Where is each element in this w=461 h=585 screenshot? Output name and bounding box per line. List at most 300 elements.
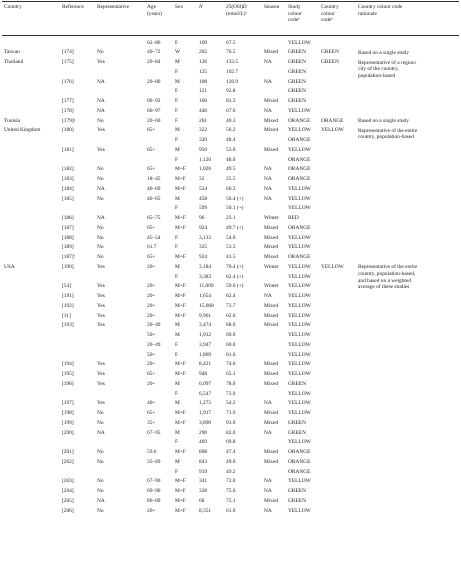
cell-ref: [182]	[62, 166, 74, 173]
cell-sex: M+F	[175, 283, 186, 290]
table-row	[0, 370, 461, 380]
rationale-text: Based on a single study	[358, 49, 409, 56]
cell-sex: M	[175, 380, 180, 387]
cell-season: NA	[264, 107, 272, 114]
cell-sex: M+F	[175, 215, 186, 221]
cell-n: 3,184	[199, 263, 212, 270]
table-row	[0, 39, 461, 49]
cell-n: 808	[199, 449, 208, 455]
cell-country: United Kingdom	[4, 127, 41, 134]
cell-ref: [206]	[62, 507, 74, 514]
cell-rep: No	[97, 224, 104, 231]
cell-val: 92.8	[226, 88, 236, 95]
cell-sex: F	[175, 234, 178, 241]
rationale-text: country, population-based,	[358, 270, 416, 277]
cell-val: 61.0	[226, 351, 236, 358]
cell-study: YELLOW	[288, 361, 311, 368]
cell-n: 68	[199, 497, 205, 504]
cell-n: 8,351	[199, 507, 212, 514]
cell-sex: W	[175, 49, 181, 56]
cell-ccol: GREEN	[321, 49, 339, 56]
cell-ref: [205]	[62, 497, 74, 504]
cell-ref: [175]	[62, 59, 74, 65]
cell-rep: Yes	[97, 322, 105, 329]
cell-n: 8,421	[199, 361, 212, 368]
cell-rep: Yes	[97, 371, 105, 377]
cell-ref: [177]	[62, 98, 74, 104]
cell-study: YELLOW	[288, 127, 311, 134]
cell-val: 48.4	[226, 137, 236, 143]
cell-val: 75.0	[226, 488, 236, 494]
cell-val: 40.3	[226, 117, 236, 124]
cell-n: 121	[199, 88, 208, 95]
cell-study: YELLOW	[288, 390, 311, 397]
cell-season: Mixed	[264, 361, 279, 368]
cell-val: 56.2	[226, 127, 236, 134]
cell-age: 60–97	[147, 107, 161, 114]
cell-season: NA	[264, 195, 272, 202]
cell-study: YELLOW	[288, 478, 311, 485]
table-row	[0, 243, 461, 253]
cell-season: NA	[264, 78, 272, 85]
cell-age: 40–72	[147, 49, 161, 56]
header-rationale: Country colour code rationale	[358, 4, 403, 17]
cell-age: 65+	[147, 371, 156, 377]
table-row	[0, 175, 461, 185]
cell-sex: F	[175, 117, 178, 124]
cell-season: Mixed	[264, 244, 279, 251]
cell-n: 3,383	[199, 273, 212, 280]
cell-ref: [191]	[62, 293, 74, 299]
cell-n: 1,912	[199, 332, 212, 338]
cell-rep: NA	[97, 107, 105, 114]
cell-age: 67–90	[147, 478, 161, 485]
cell-season: Mixed	[264, 49, 279, 56]
cell-season: Mixed	[264, 322, 279, 329]
cell-rep: Yes	[97, 361, 105, 368]
table-row	[0, 185, 461, 195]
cell-season: Mixed	[264, 497, 279, 504]
cell-study: RED	[288, 215, 299, 221]
cell-season: Mixed	[264, 419, 279, 426]
cell-age: 61.7	[147, 244, 157, 251]
cell-sex: M	[175, 59, 180, 65]
cell-sex: F	[175, 341, 178, 348]
table-row	[0, 390, 461, 400]
cell-season: Mixed	[264, 449, 279, 455]
cell-age: 65+	[147, 146, 156, 153]
cell-ref: [197]	[62, 400, 74, 407]
cell-val: 54.0	[226, 234, 236, 241]
cell-season: NA	[264, 400, 272, 407]
cell-season: Mixed	[264, 224, 279, 231]
cell-ref: [183]	[62, 176, 74, 182]
cell-study: ORANGE	[288, 176, 311, 182]
table-row	[0, 224, 461, 234]
cell-val: 126.9	[226, 78, 239, 85]
table-row	[0, 321, 461, 331]
cell-age: 65+	[147, 224, 156, 231]
cell-val: 62.4 (+)	[226, 273, 244, 280]
cell-sex: M+F	[175, 478, 186, 485]
cell-study: YELLOW	[288, 400, 311, 407]
cell-n: 1,654	[199, 293, 212, 299]
cell-ref: [179]ᵍ	[62, 117, 76, 124]
cell-val: 59.6 (+)	[226, 283, 244, 290]
cell-season: NA	[264, 166, 272, 173]
cell-study: ORANGE	[288, 156, 311, 163]
cell-age: 20+	[147, 263, 156, 270]
cell-sex: M	[175, 332, 180, 338]
cell-study: YELLOW	[288, 39, 311, 46]
cell-study: ORANGE	[288, 449, 311, 455]
cell-n: 109	[199, 39, 208, 46]
table-row	[0, 438, 461, 448]
cell-val: 49.5	[226, 166, 236, 173]
cell-val: 61.0	[226, 507, 236, 514]
cell-n: 924	[199, 224, 208, 231]
table-row	[0, 360, 461, 370]
rationale-text: city of the country,	[358, 66, 399, 73]
cell-val: 49.7 (+)	[226, 224, 244, 231]
cell-age: 62–86	[147, 39, 161, 46]
cell-season: NA	[264, 478, 272, 485]
table-row	[0, 477, 461, 487]
cell-study: YELLOW	[288, 351, 311, 358]
cell-season: NA	[264, 59, 272, 65]
cell-rep: No	[97, 419, 104, 426]
cell-age: 35+	[147, 419, 156, 426]
cell-sex: F	[175, 351, 178, 358]
cell-n: 125	[199, 68, 208, 75]
cell-study: ORANGE	[288, 166, 311, 173]
cell-age: 65+	[147, 166, 156, 173]
cell-val: 54.2	[226, 400, 236, 407]
cell-sex: M	[175, 146, 180, 153]
table-row	[0, 458, 461, 468]
cell-study: YELLOW	[288, 107, 311, 114]
cell-sex: F	[175, 156, 178, 163]
cell-n: 3,890	[199, 419, 212, 426]
cell-study: ORANGE	[288, 117, 311, 124]
cell-age: 50+	[147, 351, 156, 358]
cell-n: 1,869	[199, 351, 212, 358]
cell-study: YELLOW	[288, 146, 311, 153]
cell-rep: No	[97, 254, 104, 260]
cell-n: 458	[199, 195, 208, 202]
rationale-text: population-based	[358, 72, 396, 79]
cell-val: 53.0	[226, 146, 236, 153]
cell-val: 65.1	[226, 371, 236, 377]
cell-sex: F	[175, 68, 178, 75]
cell-val: 102.7	[226, 68, 239, 75]
cell-n: 32	[199, 176, 205, 182]
cell-n: 341	[199, 478, 208, 485]
cell-val: 69.8	[226, 439, 236, 446]
cell-age: 65+	[147, 127, 156, 134]
cell-study: ORANGE	[288, 254, 311, 260]
table-row	[0, 448, 461, 458]
table-row	[0, 195, 461, 205]
cell-study: YELLOW	[288, 234, 311, 241]
cell-season: Mixed	[264, 254, 279, 260]
cell-val: 23.1	[226, 215, 236, 221]
cell-ref: [188]	[62, 234, 74, 241]
cell-rep: Yes	[97, 263, 105, 270]
header-sex: Sex	[175, 4, 184, 10]
cell-ref: [174]	[62, 49, 74, 56]
cell-age: 35–89	[147, 458, 161, 465]
cell-rep: NA	[97, 78, 105, 85]
cell-ccol: YELLOW	[321, 263, 344, 270]
cell-season: Mixed	[264, 371, 279, 377]
cell-study: YELLOW	[288, 507, 311, 514]
cell-season: Mixed	[264, 312, 279, 319]
table-row	[0, 409, 461, 419]
cell-study: YELLOW	[288, 322, 311, 329]
cell-season: Mixed	[264, 302, 279, 309]
cell-sex: F	[175, 273, 178, 280]
cell-season: NA	[264, 488, 272, 494]
cell-n: 96	[199, 215, 205, 221]
table-row	[0, 429, 461, 439]
cell-study: YELLOW	[288, 332, 311, 338]
cell-n: 524	[199, 185, 208, 192]
cell-val: 73.7	[226, 302, 236, 309]
cell-sex: M+F	[175, 185, 186, 192]
cell-study: YELLOW	[288, 371, 311, 377]
cell-ccol: YELLOW	[321, 127, 344, 134]
rationale-text: average of these studies	[358, 284, 410, 291]
cell-val: 69.0	[226, 332, 236, 338]
cell-age: 20+	[147, 380, 156, 387]
cell-study: YELLOW	[288, 341, 311, 348]
header-country: Country	[4, 4, 22, 10]
cell-sex: F	[175, 137, 178, 143]
cell-val: 71.9	[226, 410, 236, 416]
cell-season: Mixed	[264, 410, 279, 416]
cell-ref: [192]	[62, 302, 74, 309]
cell-study: YELLOW	[288, 244, 311, 251]
cell-val: 75.1	[226, 497, 236, 504]
cell-sex: M	[175, 78, 180, 85]
cell-season: Mixed	[264, 146, 279, 153]
cell-n: 108	[199, 78, 208, 85]
cell-age: 40+	[147, 400, 156, 407]
cell-sex: F	[175, 390, 178, 397]
cell-study: YELLOW	[288, 312, 311, 319]
cell-val: 93.0	[226, 419, 236, 426]
cell-rep: Yes	[97, 400, 105, 407]
header-study-colour-code: Study colour codeᵇ	[288, 4, 302, 24]
cell-rep: No	[97, 478, 104, 485]
rationale-text: Representative of the entire	[358, 264, 418, 271]
cell-sex: M+F	[175, 410, 186, 416]
table-row	[0, 204, 461, 214]
cell-n: 1,026	[199, 166, 212, 173]
cell-rep: Yes	[97, 380, 105, 387]
cell-n: 1,273	[199, 400, 212, 407]
cell-rep: NA	[97, 497, 105, 504]
cell-rep: No	[97, 507, 104, 514]
cell-study: GREEN	[288, 429, 306, 436]
cell-study: GREEN	[288, 497, 306, 504]
cell-sex: M	[175, 127, 180, 134]
cell-val: 56.4 (+)	[226, 195, 244, 202]
cell-season: Mixed	[264, 458, 279, 465]
cell-season: NA	[264, 176, 272, 182]
cell-age: 20–84	[147, 59, 161, 65]
cell-age: 20+	[147, 293, 156, 299]
cell-n: 15,068	[199, 302, 214, 309]
cell-val: 47.4	[226, 449, 236, 455]
cell-season: Mixed	[264, 127, 279, 134]
cell-n: 446	[199, 107, 208, 114]
cell-rep: Yes	[97, 146, 105, 153]
cell-sex: M+F	[175, 488, 186, 494]
cell-n: 1,917	[199, 410, 212, 416]
cell-study: YELLOW	[288, 205, 311, 212]
cell-sex: F	[175, 98, 178, 104]
cell-sex: M	[175, 195, 180, 202]
table-row	[0, 341, 461, 351]
cell-val: 49.0	[226, 458, 236, 465]
cell-sex: M+F	[175, 254, 186, 260]
cell-study: YELLOW	[288, 273, 311, 280]
cell-study: YELLOW	[288, 283, 311, 290]
cell-sex: M+F	[175, 302, 186, 309]
cell-study: ORANGE	[288, 468, 311, 475]
cell-rep: No	[97, 410, 104, 416]
cell-val: 70.4 (+)	[226, 263, 244, 270]
cell-val: 48.0	[226, 156, 236, 163]
cell-val: 49.2	[226, 468, 236, 475]
rationale-text: and based on a weighted	[358, 277, 411, 284]
cell-val: 53.3	[226, 244, 236, 251]
cell-study: YELLOW	[288, 302, 311, 309]
cell-sex: M	[175, 400, 180, 407]
cell-age: 69–90	[147, 488, 161, 494]
cell-n: 924	[199, 254, 208, 260]
cell-ref: [203]	[62, 478, 74, 485]
cell-n: 261	[199, 117, 208, 124]
table-row	[0, 507, 461, 517]
header-representative: Representative	[97, 4, 130, 10]
cell-season: NA	[264, 507, 272, 514]
cell-sex: M+F	[175, 371, 186, 377]
cell-n: 919	[199, 468, 208, 475]
cell-study: YELLOW	[288, 439, 311, 446]
cell-n: 325	[199, 244, 208, 251]
cell-n: 262	[199, 49, 208, 56]
cell-ref: [187]ᶠ	[62, 254, 75, 260]
cell-ref: [193]	[62, 322, 74, 329]
cell-sex: M+F	[175, 507, 186, 514]
cell-n: 320	[199, 137, 208, 143]
table-row	[0, 487, 461, 497]
cell-study: GREEN	[288, 59, 306, 65]
cell-age: 20+	[147, 302, 156, 309]
table-row	[0, 302, 461, 312]
cell-study: ORANGE	[288, 224, 311, 231]
cell-study: GREEN	[288, 49, 306, 56]
cell-country: Taiwan	[4, 49, 20, 56]
cell-rep: Yes	[97, 312, 105, 319]
cell-val: 83.3	[226, 98, 236, 104]
cell-season: Winter	[264, 283, 279, 290]
rationale-text: Representative of a region/	[358, 59, 417, 66]
table-row	[0, 165, 461, 175]
cell-age: 20–49	[147, 341, 161, 348]
cell-n: 6,097	[199, 380, 212, 387]
cell-ref: [190]	[62, 263, 74, 270]
cell-val: 68.0	[226, 322, 236, 329]
cell-sex: M	[175, 263, 180, 270]
cell-val: 62.4	[226, 293, 236, 299]
cell-ref: [180]	[62, 127, 74, 134]
cell-rep: Yes	[97, 127, 105, 134]
cell-sex: M+F	[175, 361, 186, 368]
cell-age: 65+	[147, 410, 156, 416]
cell-n: 948	[199, 371, 208, 377]
header-season: Season	[264, 4, 280, 10]
cell-ref: [202]	[62, 458, 74, 465]
cell-ref: [187]	[62, 224, 74, 231]
cell-study: GREEN	[288, 380, 306, 387]
cell-n: 328	[199, 488, 208, 494]
table-row	[0, 292, 461, 302]
cell-ref: [194]	[62, 361, 74, 368]
cell-sex: F	[175, 107, 178, 114]
cell-ref: [200]	[62, 429, 74, 436]
cell-val: 74.0	[226, 361, 236, 368]
rationale-text: country, population-based	[358, 134, 414, 141]
cell-ref: [198]	[62, 410, 74, 416]
cell-season: Winter	[264, 215, 279, 221]
cell-val: 82.0	[226, 429, 236, 436]
cell-sex: F	[175, 39, 178, 46]
cell-rep: No	[97, 449, 104, 455]
table-header-rule	[2, 35, 459, 36]
rationale-text: Based on a single study	[358, 118, 409, 125]
cell-study: GREEN	[288, 488, 306, 494]
cell-study: YELLOW	[288, 293, 311, 299]
table-row	[0, 107, 461, 117]
table-row	[0, 419, 461, 429]
cell-study: GREEN	[288, 88, 306, 95]
cell-age: 59.6	[147, 449, 157, 455]
table-top-rule	[2, 1, 459, 2]
cell-ref: [204]	[62, 488, 74, 494]
cell-sex: F	[175, 88, 178, 95]
cell-age: 20+	[147, 361, 156, 368]
table-row	[0, 497, 461, 507]
cell-age: 20+	[147, 312, 156, 319]
cell-sex: M+F	[175, 419, 186, 426]
cell-val: 76.5	[226, 49, 236, 56]
cell-rep: No	[97, 166, 104, 173]
cell-age: 20–80	[147, 78, 161, 85]
table-row	[0, 468, 461, 478]
cell-country: Tunisia	[4, 117, 20, 124]
cell-age: 18–45	[147, 176, 161, 182]
cell-ref: [184]	[62, 185, 74, 192]
cell-age: 80–89	[147, 497, 161, 504]
cell-val: 67.5	[226, 39, 236, 46]
cell-rep: No	[97, 195, 104, 202]
cell-season: NA	[264, 429, 272, 436]
cell-ref: [11]	[62, 312, 71, 319]
